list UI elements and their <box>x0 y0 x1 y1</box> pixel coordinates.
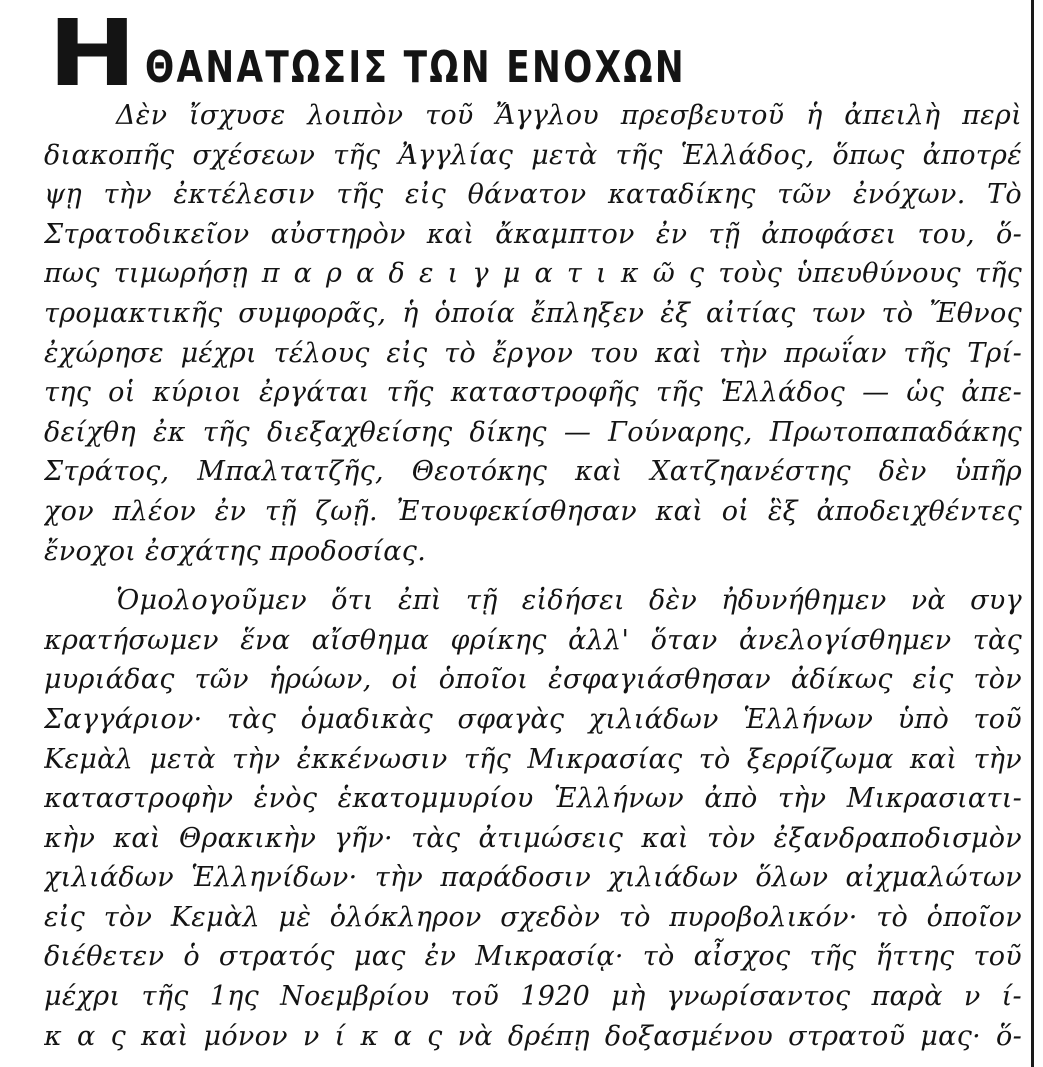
text-line: πως τιμωρήσῃ π α ρ α δ ε ι γ μ α τ ι κ ῶ ς τοὺς ὑπευθύνους τῆς <box>44 258 1022 290</box>
text-line: διακοπῆς σχέσεων τῆς Ἀγγλίας μετὰ τῆς Ἑλλάδος, ὅπως ἀποτρέ <box>44 139 1022 171</box>
text-line: Σαγγάριον· τὰς ὁμαδικὰς σφαγὰς χιλιάδων Ἑλλήνων ὑπὸ τοῦ <box>44 703 1022 735</box>
text-line: χον πλέον ἐν τῇ ζωῇ. Ἐτουφεκίσθησαν καὶ οἱ ἓξ ἀποδειχθέντες <box>44 495 1022 527</box>
text-line: τρομακτικῆς συμφορᾶς, ἡ ὁποία ἔπληξεν ἐξ αἰτίας των τὸ Ἔθνος <box>44 297 1022 329</box>
headline-initial: Η <box>48 0 135 107</box>
text-line: ἔνοχοι ἐσχάτης προδοσίας. <box>44 535 427 567</box>
headline-title: ΘΑΝΑΤΩΣΙΣ ΤΩΝ ΕΝΟΧΩΝ <box>145 42 686 93</box>
article-body <box>44 96 1022 1056</box>
text-line: διέθετεν ὁ στρατός μας ἐν Μικρασίᾳ· τὸ αἶσχος τῆς ἥττης τοῦ <box>44 941 1022 973</box>
text-line: ψῃ τὴν ἐκτέλεσιν τῆς εἰς θάνατον καταδίκης τῶν ἐνόχων. Τὸ <box>44 179 1022 211</box>
text-line: χιλιάδων Ἑλληνίδων· τὴν παράδοσιν χιλιάδων ὅλων αἰχμαλώτων <box>44 862 1022 894</box>
column-rule <box>1031 0 1034 1067</box>
text-line: μυριάδας τῶν ἡρώων, οἱ ὁποῖοι ἐσφαγιάσθησαν ἀδίκως εἰς τὸν <box>44 664 1022 696</box>
text-line: Δὲν ἴσχυσε λοιπὸν τοῦ Ἄγγλου πρεσβευτοῦ ἡ ἀπειλὴ περὶ <box>116 100 1022 131</box>
text-line: της οἱ κύριοι ἐργάται τῆς καταστροφῆς τῆς Ἑλλάδος — ὡς ἀπε- <box>44 377 1022 409</box>
text-line: ἐχώρησε μέχρι τέλους εἰς τὸ ἔργον του καὶ τὴν πρωΐαν τῆς Τρί- <box>44 337 1022 369</box>
text-line: κ α ς καὶ μόνον ν ί κ α ς νὰ δρέπῃ δοξασμένου στρατοῦ μας· ὅ- <box>44 1020 1022 1052</box>
text-line: μέχρι τῆς 1ης Νοεμβρίου τοῦ 1920 μὴ γνωρίσαντος παρὰ ν ί- <box>44 981 1022 1013</box>
text-line: Στρατοδικεῖον αὐστηρὸν καὶ ἄκαμπτον ἐν τῇ ἀποφάσει του, ὅ- <box>44 218 1022 250</box>
text-line: κρατήσωμεν ἕνα αἴσθημα φρίκης ἀλλ' ὅταν ἀνελογίσθημεν τὰς <box>44 624 1022 656</box>
text-line: Κεμὰλ μετὰ τὴν ἐκκένωσιν τῆς Μικρασίας τὸ ξερρίζωμα καὶ τὴν <box>44 743 1022 775</box>
paragraph-2 <box>44 581 1022 1056</box>
text-line: εἰς τὸν Κεμὰλ μὲ ὁλόκληρον σχεδὸν τὸ πυροβολικόν· τὸ ὁποῖον <box>44 901 1022 933</box>
paragraph-1 <box>44 96 1022 571</box>
text-line: καταστροφὴν ἑνὸς ἑκατομμυρίου Ἑλλήνων ἀπὸ τὴν Μικρασιατι- <box>44 783 1022 815</box>
text-line: Ὁμολογοῦμεν ὅτι ἐπὶ τῇ εἰδήσει δὲν ἠδυνήθημεν νὰ συγ <box>116 585 1022 617</box>
text-line: Στράτος, Μπαλτατζῆς, Θεοτόκης καὶ Χατζηανέστης δὲν ὑπῆρ <box>44 456 1022 488</box>
text-line: δείχθη ἐκ τῆς διεξαχθείσης δίκης — Γούναρης, Πρωτοπαπαδάκης <box>44 416 1022 448</box>
text-line: κὴν καὶ Θρακικὴν γῆν· τὰς ἀτιμώσεις καὶ τὸν ἐξανδραποδισμὸν <box>44 822 1022 854</box>
headline <box>48 0 1008 107</box>
